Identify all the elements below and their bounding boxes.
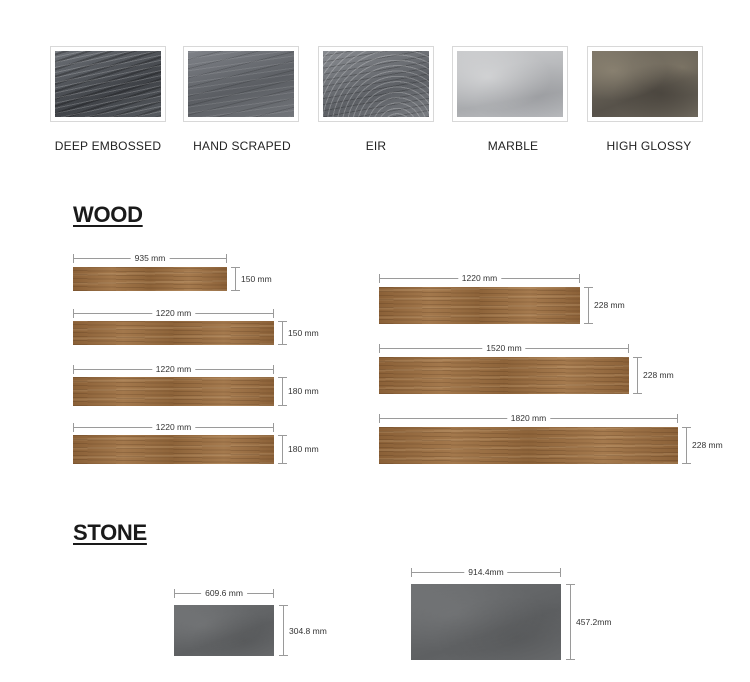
plank-4-width-dimension xyxy=(282,435,283,464)
plank-4-width-label: 180 mm xyxy=(288,444,319,454)
finish-label-eir: EIR xyxy=(365,139,387,153)
finish-label-marble: MARBLE xyxy=(487,139,539,153)
plank-7-length-label: 1820 mm xyxy=(507,412,550,424)
plank-5-length-dimension xyxy=(379,273,580,283)
tile-2-length-label: 914.4mm xyxy=(464,566,507,578)
tile-2-image xyxy=(411,584,561,660)
plank-4-image xyxy=(73,435,274,464)
plank-4-length-dimension xyxy=(73,422,274,432)
plank-1-image xyxy=(73,267,227,291)
plank-7-image xyxy=(379,427,678,464)
tile-2-width-label: 457.2mm xyxy=(576,617,612,627)
tile-1-length-dimension xyxy=(174,588,274,598)
tile-1-width-label: 304.8 mm xyxy=(289,626,327,636)
finish-swatch-marble xyxy=(452,46,568,122)
plank-3-width-dimension xyxy=(282,377,283,406)
tile-2-width-dimension xyxy=(570,584,571,660)
tile-2-length-dimension xyxy=(411,567,561,577)
plank-6-width-label: 228 mm xyxy=(643,370,674,380)
plank-1-length-dimension xyxy=(73,253,227,263)
stone-section-title: STONE xyxy=(73,520,147,545)
marble-texture-icon xyxy=(457,51,563,117)
tile-1-width-dimension xyxy=(283,605,284,656)
plank-5-width-dimension xyxy=(588,287,589,324)
plank-2-width-dimension xyxy=(282,321,283,345)
plank-6-length-dimension xyxy=(379,343,629,353)
plank-6-length-label: 1520 mm xyxy=(482,342,525,354)
plank-2-width-label: 150 mm xyxy=(288,328,319,338)
eir-texture-icon xyxy=(323,51,429,117)
plank-2-length-dimension xyxy=(73,308,274,318)
hand-scraped-texture-icon xyxy=(188,51,294,117)
plank-4-length-label: 1220 mm xyxy=(152,421,195,433)
plank-3-length-dimension xyxy=(73,364,274,374)
plank-1-length-label: 935 mm xyxy=(131,252,170,264)
plank-5-image xyxy=(379,287,580,324)
plank-3-image xyxy=(73,377,274,406)
tile-1-image xyxy=(174,605,274,656)
plank-7-width-dimension xyxy=(686,427,687,464)
plank-2-image xyxy=(73,321,274,345)
finish-label-deep-embossed: DEEP EMBOSSED xyxy=(54,139,162,153)
plank-3-width-label: 180 mm xyxy=(288,386,319,396)
finish-swatch-high-glossy xyxy=(587,46,703,122)
finish-swatch-hand-scraped xyxy=(183,46,299,122)
plank-5-width-label: 228 mm xyxy=(594,300,625,310)
plank-6-image xyxy=(379,357,629,394)
tile-1-length-label: 609.6 mm xyxy=(201,587,247,599)
finish-swatch-eir xyxy=(318,46,434,122)
plank-3-length-label: 1220 mm xyxy=(152,363,195,375)
plank-5-length-label: 1220 mm xyxy=(458,272,501,284)
plank-1-width-label: 150 mm xyxy=(241,274,272,284)
plank-1-width-dimension xyxy=(235,267,236,291)
plank-6-width-dimension xyxy=(637,357,638,394)
plank-2-length-label: 1220 mm xyxy=(152,307,195,319)
deep-embossed-texture-icon xyxy=(55,51,161,117)
wood-section-title: WOOD xyxy=(73,202,143,227)
finish-swatch-deep-embossed xyxy=(50,46,166,122)
finish-label-hand-scraped: HAND SCRAPED xyxy=(193,139,291,153)
plank-7-length-dimension xyxy=(379,413,678,423)
plank-7-width-label: 228 mm xyxy=(692,440,723,450)
finish-label-high-glossy: HIGH GLOSSY xyxy=(606,139,692,153)
high-glossy-texture-icon xyxy=(592,51,698,117)
